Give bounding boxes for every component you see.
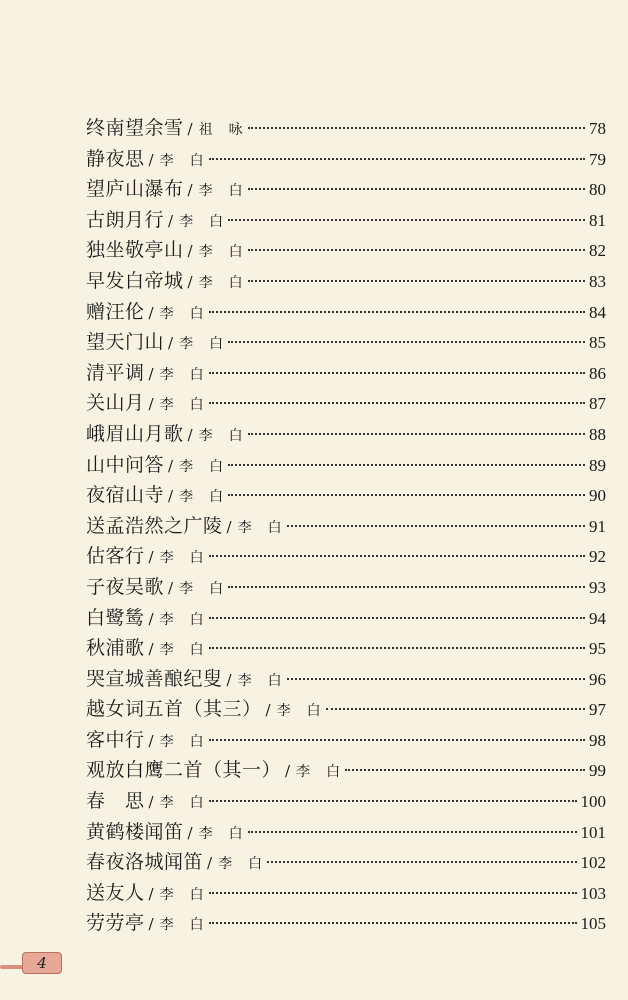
toc-entry-page: 96 <box>589 669 606 689</box>
toc-entry-author: 李 白 <box>179 489 225 506</box>
toc-entry-author: 李 白 <box>179 213 225 230</box>
dot-leader <box>228 341 585 343</box>
toc-entry <box>86 603 606 634</box>
dot-leader <box>209 617 585 619</box>
toc-separator: / <box>148 395 154 414</box>
toc-entry-page: 89 <box>589 455 606 475</box>
page-number-badge: 4 <box>22 952 62 974</box>
toc-entry-title: 观放白鹰二首（其一） <box>86 759 282 782</box>
dot-leader <box>209 800 577 802</box>
toc-separator: / <box>148 731 154 750</box>
toc-entry-page: 92 <box>589 547 606 567</box>
dot-leader <box>248 280 585 282</box>
toc-entry-author: 李 白 <box>159 305 205 322</box>
toc-entry <box>86 419 606 450</box>
toc-entry-title: 赠汪伦 <box>86 300 145 323</box>
toc-entry-page: 88 <box>589 424 606 444</box>
toc-entry-author: 李 白 <box>159 917 205 934</box>
toc-entry-title: 望庐山瀑布 <box>86 178 184 201</box>
toc-entry-page: 80 <box>589 180 606 200</box>
toc-entry <box>86 847 606 878</box>
toc-separator: / <box>168 578 174 597</box>
toc-entry-author: 李 白 <box>159 550 205 567</box>
toc-entry-page: 93 <box>589 577 606 597</box>
toc-separator: / <box>187 120 193 138</box>
toc-entry-title: 夜宿山寺 <box>86 484 165 507</box>
toc-entry-page: 85 <box>589 333 606 353</box>
toc-entry-page: 86 <box>589 363 606 383</box>
toc-entry <box>86 388 606 419</box>
dot-leader <box>248 188 585 190</box>
toc-entry <box>86 511 606 542</box>
toc-entry-title: 白鹭鸶 <box>86 606 145 629</box>
toc-entry <box>86 786 606 817</box>
dot-leader <box>228 464 585 466</box>
table-of-contents <box>86 113 606 939</box>
toc-entry-page: 79 <box>589 149 606 169</box>
toc-entry <box>86 450 606 481</box>
toc-entry-page: 101 <box>580 822 606 842</box>
toc-entry-author: 李 白 <box>179 336 225 353</box>
toc-entry-title: 望天门山 <box>86 331 165 354</box>
toc-entry-page: 97 <box>589 700 606 720</box>
toc-entry <box>86 358 606 389</box>
toc-entry-page: 91 <box>589 516 606 536</box>
toc-entry <box>86 817 606 848</box>
toc-entry <box>86 327 606 358</box>
toc-separator: / <box>148 364 154 383</box>
dot-leader <box>267 861 576 863</box>
dot-leader <box>228 586 585 588</box>
dot-leader <box>209 922 577 924</box>
toc-entry-author: 李 白 <box>296 764 342 781</box>
toc-entry <box>86 908 606 939</box>
dot-leader <box>287 525 585 527</box>
toc-entry <box>86 266 606 297</box>
toc-entry-author: 李 白 <box>198 274 244 291</box>
toc-entry-page: 100 <box>580 792 606 812</box>
dot-leader <box>209 158 585 160</box>
toc-entry-title: 哭宣城善酿纪叟 <box>86 667 223 690</box>
toc-separator: / <box>285 762 291 781</box>
toc-entry-title: 峨眉山月歌 <box>86 422 184 445</box>
toc-separator: / <box>187 425 193 444</box>
toc-entry-title: 独坐敬亭山 <box>86 239 184 262</box>
toc-entry <box>86 144 606 175</box>
toc-entry <box>86 694 606 725</box>
toc-entry-author: 李 白 <box>179 580 225 597</box>
toc-separator: / <box>187 272 193 291</box>
toc-entry-page: 90 <box>589 486 606 506</box>
toc-separator: / <box>226 517 232 536</box>
dot-leader <box>248 433 585 435</box>
toc-entry-page: 95 <box>589 639 606 659</box>
toc-entry-author: 李 白 <box>159 886 205 903</box>
dot-leader <box>209 311 585 313</box>
toc-separator: / <box>207 854 213 873</box>
toc-separator: / <box>148 303 154 322</box>
dot-leader <box>209 892 577 894</box>
toc-entry-title: 越女词五首（其三） <box>86 698 262 721</box>
toc-entry-page: 98 <box>589 730 606 750</box>
toc-entry-author: 李 白 <box>179 458 225 475</box>
toc-entry-author: 祖 咏 <box>198 122 244 138</box>
toc-entry-author: 李 白 <box>276 703 322 720</box>
toc-entry-title: 送友人 <box>86 881 145 904</box>
toc-entry <box>86 205 606 236</box>
toc-entry-title: 清平调 <box>86 361 145 384</box>
toc-entry-author: 李 白 <box>218 856 264 873</box>
toc-separator: / <box>148 793 154 812</box>
toc-entry-author: 李 白 <box>237 672 283 689</box>
toc-separator: / <box>168 211 174 230</box>
toc-entry <box>86 572 606 603</box>
toc-entry-page: 99 <box>589 761 606 781</box>
toc-entry-page: 82 <box>589 241 606 261</box>
toc-entry-title: 劳劳亭 <box>86 912 145 935</box>
toc-entry <box>86 664 606 695</box>
toc-entry-title: 黄鹤楼闻笛 <box>86 820 184 843</box>
toc-entry-page: 81 <box>589 210 606 230</box>
dot-leader <box>209 372 585 374</box>
toc-entry <box>86 878 606 909</box>
toc-separator: / <box>187 181 193 200</box>
toc-entry <box>86 113 606 144</box>
toc-entry-page: 94 <box>589 608 606 628</box>
toc-entry-author: 李 白 <box>159 642 205 659</box>
toc-entry-page: 84 <box>589 302 606 322</box>
dot-leader <box>209 739 585 741</box>
toc-separator: / <box>168 487 174 506</box>
toc-separator: / <box>148 548 154 567</box>
toc-entry-title: 终南望余雪 <box>86 117 184 139</box>
toc-entry-author: 李 白 <box>159 366 205 383</box>
toc-entry-page: 83 <box>589 271 606 291</box>
toc-entry <box>86 541 606 572</box>
toc-entry <box>86 480 606 511</box>
toc-entry <box>86 633 606 664</box>
toc-entry <box>86 725 606 756</box>
toc-entry <box>86 297 606 328</box>
toc-separator: / <box>265 701 271 720</box>
toc-separator: / <box>168 334 174 353</box>
toc-separator: / <box>148 915 154 934</box>
toc-entry-title: 送孟浩然之广陵 <box>86 514 223 537</box>
toc-entry-page: 87 <box>589 394 606 414</box>
toc-entry-title: 子夜吴歌 <box>86 575 165 598</box>
toc-entry-title: 古朗月行 <box>86 208 165 231</box>
dot-leader <box>248 127 585 129</box>
dot-leader <box>345 769 585 771</box>
dot-leader <box>209 402 585 404</box>
toc-entry-author: 李 白 <box>237 519 283 536</box>
dot-leader <box>209 555 585 557</box>
dot-leader <box>248 831 577 833</box>
toc-entry <box>86 755 606 786</box>
toc-entry-title: 山中问答 <box>86 453 165 476</box>
toc-entry-title: 春夜洛城闻笛 <box>86 851 204 874</box>
toc-entry-author: 李 白 <box>159 795 205 812</box>
toc-entry-title: 估客行 <box>86 545 145 568</box>
toc-separator: / <box>187 242 193 261</box>
toc-entry <box>86 235 606 266</box>
toc-entry-author: 李 白 <box>159 397 205 414</box>
toc-separator: / <box>148 640 154 659</box>
toc-entry-title: 秋浦歌 <box>86 637 145 660</box>
toc-entry-page: 78 <box>589 119 606 138</box>
toc-separator: / <box>226 670 232 689</box>
toc-separator: / <box>148 884 154 903</box>
toc-separator: / <box>168 456 174 475</box>
toc-entry-author: 李 白 <box>198 183 244 200</box>
dot-leader <box>326 708 585 710</box>
toc-separator: / <box>148 150 154 169</box>
toc-entry-author: 李 白 <box>198 244 244 261</box>
toc-entry <box>86 174 606 205</box>
toc-entry-title: 关山月 <box>86 392 145 415</box>
dot-leader <box>248 249 585 251</box>
toc-entry-author: 李 白 <box>198 825 244 842</box>
toc-entry-author: 李 白 <box>159 152 205 169</box>
toc-entry-page: 105 <box>580 914 606 934</box>
toc-entry-title: 早发白帝城 <box>86 269 184 292</box>
toc-entry-title: 春 思 <box>86 790 145 813</box>
toc-entry-page: 102 <box>580 853 606 873</box>
toc-separator: / <box>187 823 193 842</box>
toc-entry-author: 李 白 <box>159 733 205 750</box>
toc-entry-title: 静夜思 <box>86 147 145 170</box>
toc-entry-author: 李 白 <box>198 427 244 444</box>
dot-leader <box>209 647 585 649</box>
dot-leader <box>287 678 585 680</box>
toc-entry-title: 客中行 <box>86 728 145 751</box>
dot-leader <box>228 219 585 221</box>
toc-separator: / <box>148 609 154 628</box>
toc-entry-author: 李 白 <box>159 611 205 628</box>
dot-leader <box>228 494 585 496</box>
toc-entry-page: 103 <box>580 883 606 903</box>
